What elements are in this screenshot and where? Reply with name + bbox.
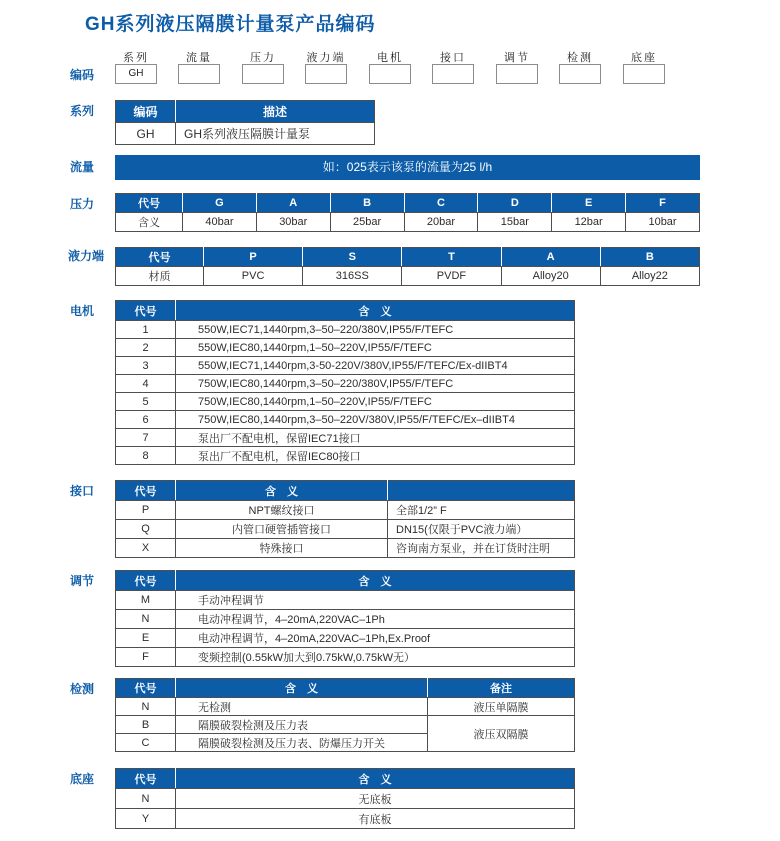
coding-field-flow: 流量 — [186, 52, 212, 64]
liquid-end-section-label: 液力端 — [68, 249, 105, 263]
header-cell: P — [204, 248, 303, 267]
header-cell: 含 义 — [176, 571, 575, 591]
coding-box-detect — [559, 64, 601, 84]
code-cell: GH — [116, 123, 176, 145]
coding-box-motor — [369, 64, 411, 84]
coding-field-base: 底座 — [631, 52, 657, 64]
table-row — [116, 213, 700, 232]
header-cell: A — [256, 194, 330, 213]
code-cell: 5 — [116, 393, 176, 411]
header-cell — [388, 481, 575, 501]
coding-box-base — [623, 64, 665, 84]
adjust-section-label: 调节 — [70, 574, 95, 588]
code-cell: F — [116, 648, 176, 667]
table-row — [116, 716, 575, 734]
header-cell: 含 义 — [176, 481, 388, 501]
coding-field-motor: 电机 — [377, 52, 403, 64]
value-cell: 25bar — [330, 213, 404, 232]
pressure-table — [115, 193, 700, 232]
code-cell: C — [116, 734, 176, 752]
value-cell: 15bar — [478, 213, 552, 232]
code-cell: E — [116, 629, 176, 648]
table-header-row — [116, 769, 575, 789]
code-cell: 3 — [116, 357, 176, 375]
code-cell: 1 — [116, 321, 176, 339]
value-cell: 30bar — [256, 213, 330, 232]
meaning-cell: 无底板 — [176, 789, 575, 809]
meaning-cell: NPT螺纹接口 — [176, 501, 388, 520]
row-label-cell: 含义 — [116, 213, 183, 232]
meaning-cell: 泵出厂不配电机，保留IEC80接口 — [176, 447, 575, 465]
header-cell: C — [404, 194, 478, 213]
table-header-row — [116, 571, 575, 591]
table-row — [116, 591, 575, 610]
coding-field-series: 系列 — [123, 52, 149, 64]
note-cell: 全部1/2” F — [388, 501, 575, 520]
flow-section-label: 流量 — [70, 160, 95, 174]
value-cell: PVC — [204, 267, 303, 286]
motor-section-label: 电机 — [70, 304, 95, 318]
header-cell: 描述 — [176, 101, 375, 123]
flow-note-bar: 如：025表示该泵的流量为25 l/h — [115, 155, 700, 180]
table-row — [116, 698, 575, 716]
header-cell: S — [303, 248, 402, 267]
coding-box-interface — [432, 64, 474, 84]
meaning-cell: 550W,IEC80,1440rpm,1–50–220V,IP55/F/TEFC — [176, 339, 575, 357]
liquid-end-table — [115, 247, 700, 286]
table-row — [116, 809, 575, 829]
code-cell: 2 — [116, 339, 176, 357]
code-cell: Y — [116, 809, 176, 829]
value-cell: Alloy20 — [501, 267, 600, 286]
meaning-cell: 变频控制(0.55kW加大到0.75kW,0.75kW无） — [176, 648, 575, 667]
page-title: GH系列液压隔膜计量泵产品编码 — [85, 14, 376, 35]
code-cell: Q — [116, 520, 176, 539]
coding-field-interface: 接口 — [440, 52, 466, 64]
table-row — [116, 429, 575, 447]
code-cell: 6 — [116, 411, 176, 429]
meaning-cell: 电动冲程调节，4–20mA,220VAC–1Ph,Ex.Proof — [176, 629, 575, 648]
header-cell: 代号 — [116, 301, 176, 321]
table-row — [116, 123, 375, 145]
coding-box-flow — [178, 64, 220, 84]
header-cell: E — [552, 194, 626, 213]
table-header-row — [116, 194, 700, 213]
meaning-cell: 电动冲程调节，4–20mA,220VAC–1Ph — [176, 610, 575, 629]
header-cell: 编码 — [116, 101, 176, 123]
header-cell: 代号 — [116, 194, 183, 213]
coding-box-pressure — [242, 64, 284, 84]
code-cell: 8 — [116, 447, 176, 465]
coding-field-liquid-end: 液力端 — [306, 52, 346, 64]
header-cell: 代号 — [116, 769, 176, 789]
coding-field-pressure: 压力 — [250, 52, 276, 64]
code-cell: N — [116, 610, 176, 629]
value-cell: PVDF — [402, 267, 501, 286]
table-row — [116, 321, 575, 339]
detect-table — [115, 678, 575, 752]
header-cell: D — [478, 194, 552, 213]
header-cell: 含 义 — [176, 301, 575, 321]
value-cell: 10bar — [626, 213, 700, 232]
table-header-row — [116, 301, 575, 321]
value-cell: 20bar — [404, 213, 478, 232]
header-cell: 含 义 — [176, 679, 428, 698]
coding-box-liquid-end — [305, 64, 347, 84]
series-section-label: 系列 — [70, 104, 95, 118]
header-cell: 备注 — [428, 679, 575, 698]
table-header-row — [116, 481, 575, 501]
meaning-cell: 泵出厂不配电机，保留IEC71接口 — [176, 429, 575, 447]
table-row — [116, 629, 575, 648]
table-header-row — [116, 679, 575, 698]
table-row — [116, 339, 575, 357]
value-cell: 40bar — [183, 213, 257, 232]
header-cell: B — [330, 194, 404, 213]
code-cell: 7 — [116, 429, 176, 447]
merged-note-cell: 液压双隔膜 — [428, 716, 575, 752]
header-cell: 代号 — [116, 679, 176, 698]
pressure-section-label: 压力 — [70, 197, 95, 211]
table-row — [116, 357, 575, 375]
meaning-cell: 550W,IEC71,1440rpm,3–50–220/380V,IP55/F/TEFC — [176, 321, 575, 339]
meaning-cell: 特殊接口 — [176, 539, 388, 558]
meaning-cell: 750W,IEC80,1440rpm,3–50–220/380V,IP55/F/TEFC — [176, 375, 575, 393]
row-label-cell: 材质 — [116, 267, 204, 286]
table-row — [116, 447, 575, 465]
table-row — [116, 610, 575, 629]
meaning-cell: 550W,IEC71,1440rpm,3-50-220V/380V,IP55/F/TEFC/Ex-dIIBT4 — [176, 357, 575, 375]
table-header-row — [116, 101, 375, 123]
header-cell: T — [402, 248, 501, 267]
table-row — [116, 375, 575, 393]
series-table — [115, 100, 375, 145]
note-cell: DN15(仅限于PVC液力端） — [388, 520, 575, 539]
meaning-cell: 隔膜破裂检测及压力表 — [176, 716, 428, 734]
table-row — [116, 789, 575, 809]
desc-cell: GH系列液压隔膜计量泵 — [176, 123, 375, 145]
note-cell: 咨询南方泵业，并在订货时注明 — [388, 539, 575, 558]
table-row — [116, 520, 575, 539]
coding-field-detect: 检测 — [567, 52, 593, 64]
code-cell: X — [116, 539, 176, 558]
detect-section-label: 检测 — [70, 682, 95, 696]
value-cell: 12bar — [552, 213, 626, 232]
meaning-cell: 内管口硬管插管接口 — [176, 520, 388, 539]
interface-section-label: 接口 — [70, 484, 95, 498]
header-cell: 含 义 — [176, 769, 575, 789]
interface-table — [115, 480, 575, 558]
table-row — [116, 267, 700, 286]
motor-table — [115, 300, 575, 465]
coding-box-series: GH — [115, 64, 157, 84]
header-cell: B — [600, 248, 699, 267]
meaning-cell: 750W,IEC80,1440rpm,1–50–220V,IP55/F/TEFC — [176, 393, 575, 411]
table-row — [116, 539, 575, 558]
code-cell: B — [116, 716, 176, 734]
note-cell: 液压单隔膜 — [428, 698, 575, 716]
code-cell: P — [116, 501, 176, 520]
table-row — [116, 648, 575, 667]
coding-row-label: 编码 — [70, 68, 95, 82]
table-row — [116, 501, 575, 520]
meaning-cell: 750W,IEC80,1440rpm,3–50–220V/380V,IP55/F/TEFC/Ex–dIIBT4 — [176, 411, 575, 429]
value-cell: 316SS — [303, 267, 402, 286]
coding-box-adjust — [496, 64, 538, 84]
code-cell: N — [116, 789, 176, 809]
table-row — [116, 411, 575, 429]
header-cell: 代号 — [116, 248, 204, 267]
adjust-table — [115, 570, 575, 667]
header-cell: A — [501, 248, 600, 267]
value-cell: Alloy22 — [600, 267, 699, 286]
base-table — [115, 768, 575, 829]
coding-field-adjust: 调节 — [504, 52, 530, 64]
table-header-row — [116, 248, 700, 267]
header-cell: 代号 — [116, 571, 176, 591]
header-cell: G — [183, 194, 257, 213]
code-cell: M — [116, 591, 176, 610]
code-cell: N — [116, 698, 176, 716]
meaning-cell: 手动冲程调节 — [176, 591, 575, 610]
meaning-cell: 隔膜破裂检测及压力表、防爆压力开关 — [176, 734, 428, 752]
header-cell: 代号 — [116, 481, 176, 501]
code-cell: 4 — [116, 375, 176, 393]
meaning-cell: 无检测 — [176, 698, 428, 716]
base-section-label: 底座 — [70, 772, 95, 786]
meaning-cell: 有底板 — [176, 809, 575, 829]
header-cell: F — [626, 194, 700, 213]
table-row — [116, 393, 575, 411]
